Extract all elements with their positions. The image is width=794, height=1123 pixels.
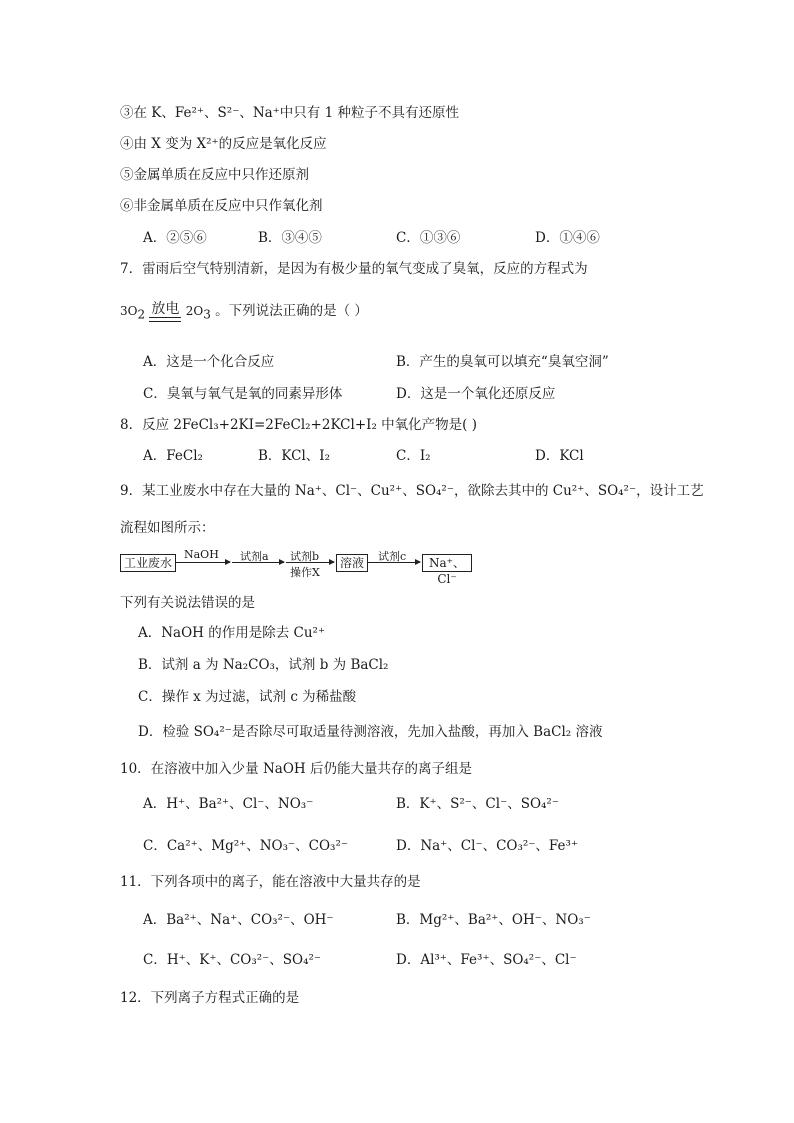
q7-tail: 。下列说法正确的是（ ） xyxy=(215,303,368,319)
q7-option-a: A．这是一个化合反应 xyxy=(143,354,275,370)
q10-option-d: D．Na⁺、Cl⁻、CO₃²⁻、Fe³⁺ xyxy=(396,838,579,854)
q10-option-c: C．Ca²⁺、Mg²⁺、NO₃⁻、CO₃²⁻ xyxy=(143,838,349,854)
flow-end-box: Na⁺、Cl⁻ xyxy=(422,554,472,572)
q11-option-d: D．Al³⁺、Fe³⁺、SO₄²⁻、Cl⁻ xyxy=(396,952,577,968)
q8-option-d: D．KCl xyxy=(535,448,584,464)
q11-option-c: C．H⁺、K⁺、CO₃²⁻、SO₄²⁻ xyxy=(143,952,322,968)
q11-stem: 11．下列各项中的离子，能在溶液中大量共存的是 xyxy=(120,874,421,890)
q7-eq-arrow xyxy=(149,302,181,322)
q7-option-c: C．臭氧与氧气是氧的同素异形体 xyxy=(143,386,343,402)
q8-option-a: A．FeCl₂ xyxy=(143,448,203,464)
flow-label-2: 试剂a xyxy=(240,550,269,563)
q8-option-c: C．I₂ xyxy=(396,448,431,464)
q9-stem-line1: 9．某工业废水中存在大量的 Na⁺、Cl⁻、Cu²⁺、SO₄²⁻，欲除去其中的 Cu²⁺、SO₄²⁻，设计工艺 xyxy=(120,483,704,499)
q6-option-d: D．①④⑥ xyxy=(535,230,600,246)
q10-option-b: B．K⁺、S²⁻、Cl⁻、SO₄²⁻ xyxy=(396,796,559,812)
flow-start-box: 工业废水 xyxy=(120,554,176,572)
q6-option-c: C．①③⑥ xyxy=(396,230,461,246)
q11-option-a: A．Ba²⁺、Na⁺、CO₃²⁻、OH⁻ xyxy=(143,912,334,928)
q7-equation: $3O_2$ 放电 $2O_3$ 。下列说法正确的是（ ） xyxy=(120,300,368,322)
q9-option-a: A．NaOH 的作用是除去 Cu²⁺ xyxy=(138,625,326,641)
q9-option-d: D．检验 SO₄²⁻是否除尽可取适量待测溶液，先加入盐酸，再加入 BaCl₂ 溶液 xyxy=(138,724,603,740)
q12-stem: 12．下列离子方程式正确的是 xyxy=(120,990,300,1006)
q10-option-a: A．H⁺、Ba²⁺、Cl⁻、NO₃⁻ xyxy=(143,796,314,812)
q8-stem: 8．反应 2FeCl₃+2KI=2FeCl₂+2KCl+I₂ 中氧化产物是( ) xyxy=(120,417,477,433)
q6-option-b: B．③④⑤ xyxy=(258,230,322,246)
q9-option-b: B．试剂 a 为 Na₂CO₃，试剂 b 为 BaCl₂ xyxy=(138,657,389,673)
q9-prompt: 下列有关说法错误的是 xyxy=(120,595,255,611)
q7-option-b: B．产生的臭氧可以填充“臭氧空洞” xyxy=(396,354,609,370)
q9-stem-line2: 流程如图所示： xyxy=(120,520,215,536)
flow-label-3-bottom: 操作X xyxy=(290,566,320,579)
q9-process-flow xyxy=(120,548,480,586)
flow-arrow-1 xyxy=(176,562,230,563)
flow-label-3-top: 试剂b xyxy=(290,550,320,563)
q7-stem: 7．雷雨后空气特别清新，是因为有极少量的氧气变成了臭氧，反应的方程式为 xyxy=(120,261,588,277)
q8-option-b: B．KCl、I₂ xyxy=(258,448,331,464)
statement-6: ⑥非金属单质在反应中只作氧化剂 xyxy=(120,198,323,214)
q9-option-c: C．操作 x 为过滤，试剂 c 为稀盐酸 xyxy=(138,689,357,705)
statement-5: ⑤金属单质在反应中只作还原剂 xyxy=(120,167,309,183)
q6-option-a: A．②⑤⑥ xyxy=(143,230,207,246)
q10-stem: 10．在溶液中加入少量 NaOH 后仍能大量共存的离子组是 xyxy=(120,761,472,777)
statement-3: ③在 K、Fe²⁺、S²⁻、Na⁺中只有 1 种粒子不具有还原性 xyxy=(120,105,459,121)
flow-middle-box: 溶液 xyxy=(336,554,368,572)
statement-4: ④由 X 变为 X²⁺的反应是氧化反应 xyxy=(120,136,327,152)
q11-option-b: B．Mg²⁺、Ba²⁺、OH⁻、NO₃⁻ xyxy=(396,912,591,928)
q7-option-d: D．这是一个氧化还原反应 xyxy=(396,386,556,402)
q7-eq-left: 3O xyxy=(120,304,138,318)
q7-eq-right: 2O xyxy=(185,304,204,318)
flow-label-4: 试剂c xyxy=(378,550,407,563)
q7-eq-condition: 放电 xyxy=(151,300,180,317)
flow-label-1: NaOH xyxy=(184,548,219,561)
